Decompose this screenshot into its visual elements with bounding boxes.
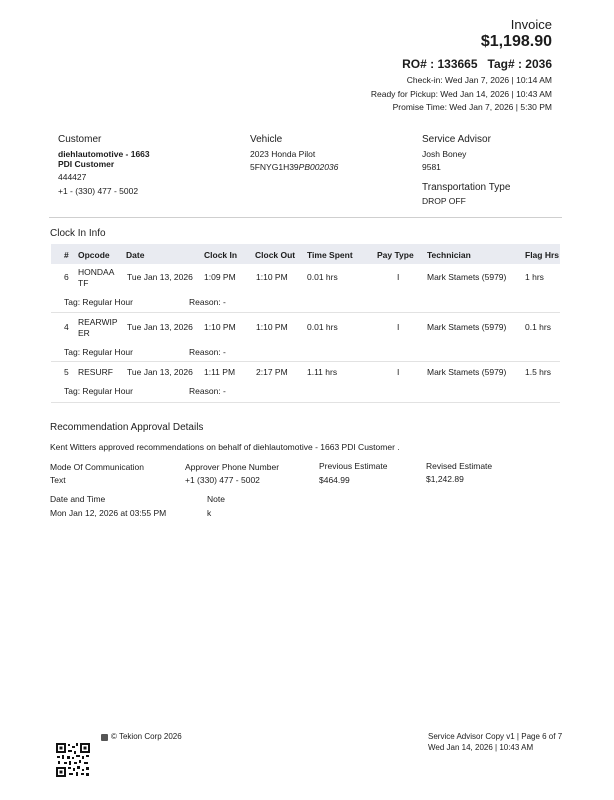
col-technician: Technician — [427, 250, 471, 260]
row-opcode-line1: REARWIP — [78, 317, 118, 327]
row-flag-hrs: 1 hrs — [525, 272, 544, 282]
col-pay-type: Pay Type — [377, 250, 414, 260]
transport-value: DROP OFF — [422, 196, 466, 206]
row-flag-hrs: 1.5 hrs — [525, 367, 551, 377]
recommendation-title: Recommendation Approval Details — [50, 422, 204, 433]
row-tag: Tag: Regular Hour — [64, 297, 133, 307]
col-date: Date — [126, 250, 145, 260]
row-reason: Reason: - — [189, 347, 226, 357]
row-date: Tue Jan 13, 2026 — [127, 322, 193, 332]
vehicle-vin — [250, 161, 338, 173]
note-value: k — [207, 508, 212, 518]
row-num: 6 — [64, 272, 69, 282]
col-time-spent: Time Spent — [307, 250, 353, 260]
customer-id: 444427 — [58, 172, 87, 182]
vin-prefix: 5FNYG1H39 — [250, 162, 299, 172]
row-technician: Mark Stamets (5979) — [427, 272, 507, 282]
datetime-label: Date and Time — [50, 494, 106, 504]
previous-estimate-value: $464.99 — [319, 475, 350, 485]
customer-title: Customer — [58, 134, 102, 145]
row-time-spent: 1.11 hrs — [307, 367, 338, 377]
tekion-logo-icon — [101, 734, 108, 741]
mode-label: Mode Of Communication — [50, 462, 145, 472]
row-opcode-line2: TF — [78, 278, 89, 288]
row-reason: Reason: - — [189, 297, 226, 307]
row-divider — [51, 402, 560, 403]
customer-name-line2: PDI Customer — [58, 159, 115, 169]
advisor-name: Josh Boney — [422, 149, 467, 159]
ready-for-pickup-time: Ready for Pickup: Wed Jan 14, 2026 | 10:43 AM — [370, 89, 552, 99]
copyright: © Tekion Corp 2026 — [111, 732, 182, 741]
qr-code-icon — [55, 742, 91, 778]
row-clock-out: 1:10 PM — [256, 322, 288, 332]
col-opcode: Opcode — [78, 250, 110, 260]
row-divider — [51, 361, 560, 362]
row-pay-type: I — [397, 367, 400, 377]
clock-in-table-header — [51, 244, 560, 264]
row-date: Tue Jan 13, 2026 — [127, 367, 193, 377]
footer-timestamp: Wed Jan 14, 2026 | 10:43 AM — [428, 743, 534, 752]
check-in-time: Check-in: Wed Jan 7, 2026 | 10:14 AM — [406, 75, 552, 85]
vehicle-title: Vehicle — [250, 134, 283, 145]
row-flag-hrs: 0.1 hrs — [525, 322, 551, 332]
col-clock-out: Clock Out — [255, 250, 296, 260]
invoice-total: $1,198.90 — [480, 33, 552, 50]
row-divider — [51, 312, 560, 313]
note-label: Note — [207, 494, 225, 504]
promise-time: Promise Time: Wed Jan 7, 2026 | 5:30 PM — [392, 102, 552, 112]
row-clock-out: 1:10 PM — [256, 272, 288, 282]
recommendation-statement: Kent Witters approved recommendations on behalf of diehlautomotive - 1663 PDI Customer . — [50, 442, 400, 452]
advisor-id: 9581 — [422, 162, 441, 172]
clock-in-title: Clock In Info — [50, 228, 106, 239]
invoice-label: Invoice — [510, 17, 552, 32]
row-time-spent: 0.01 hrs — [307, 322, 338, 332]
customer-name-line1: diehlautomotive - 1663 — [58, 149, 150, 159]
row-time-spent: 0.01 hrs — [307, 272, 338, 282]
section-divider — [49, 217, 562, 218]
customer-phone: +1 - (330) 477 - 5002 — [58, 186, 139, 196]
row-num: 4 — [64, 322, 69, 332]
transport-title: Transportation Type — [422, 182, 511, 193]
advisor-title: Service Advisor — [422, 134, 491, 145]
row-tag: Tag: Regular Hour — [64, 347, 133, 357]
row-reason: Reason: - — [189, 386, 226, 396]
datetime-value: Mon Jan 12, 2026 at 03:55 PM — [50, 508, 167, 518]
row-clock-in: 1:09 PM — [204, 272, 236, 282]
row-opcode-line1: HONDAA — [78, 267, 115, 277]
approver-phone-value: +1 (330) 477 - 5002 — [185, 475, 260, 485]
revised-estimate-label: Revised Estimate — [426, 461, 493, 471]
mode-value: Text — [50, 475, 66, 485]
row-clock-out: 2:17 PM — [256, 367, 288, 377]
row-date: Tue Jan 13, 2026 — [127, 272, 193, 282]
vin-suffix: PB002036 — [298, 162, 339, 172]
approver-phone-label: Approver Phone Number — [185, 462, 280, 472]
row-clock-in: 1:11 PM — [204, 367, 236, 377]
ro-tag-line: RO# : 133665 Tag# : 2036 — [402, 57, 552, 71]
vehicle-model: 2023 Honda Pilot — [250, 149, 316, 159]
revised-estimate-value: $1,242.89 — [426, 474, 464, 484]
row-tag: Tag: Regular Hour — [64, 386, 133, 396]
row-pay-type: I — [397, 272, 400, 282]
row-clock-in: 1:10 PM — [204, 322, 236, 332]
row-num: 5 — [64, 367, 69, 377]
row-pay-type: I — [397, 322, 400, 332]
previous-estimate-label: Previous Estimate — [319, 461, 388, 471]
row-opcode-line1: RESURF — [78, 367, 113, 377]
row-opcode-line2: ER — [78, 328, 90, 338]
copy-info: Service Advisor Copy v1 | Page 6 of 7 — [428, 732, 563, 741]
row-technician: Mark Stamets (5979) — [427, 322, 507, 332]
col-flag-hrs: Flag Hrs — [525, 250, 560, 260]
row-technician: Mark Stamets (5979) — [427, 367, 507, 377]
col-clock-in: Clock In — [204, 250, 238, 260]
col-num: # — [64, 250, 69, 260]
